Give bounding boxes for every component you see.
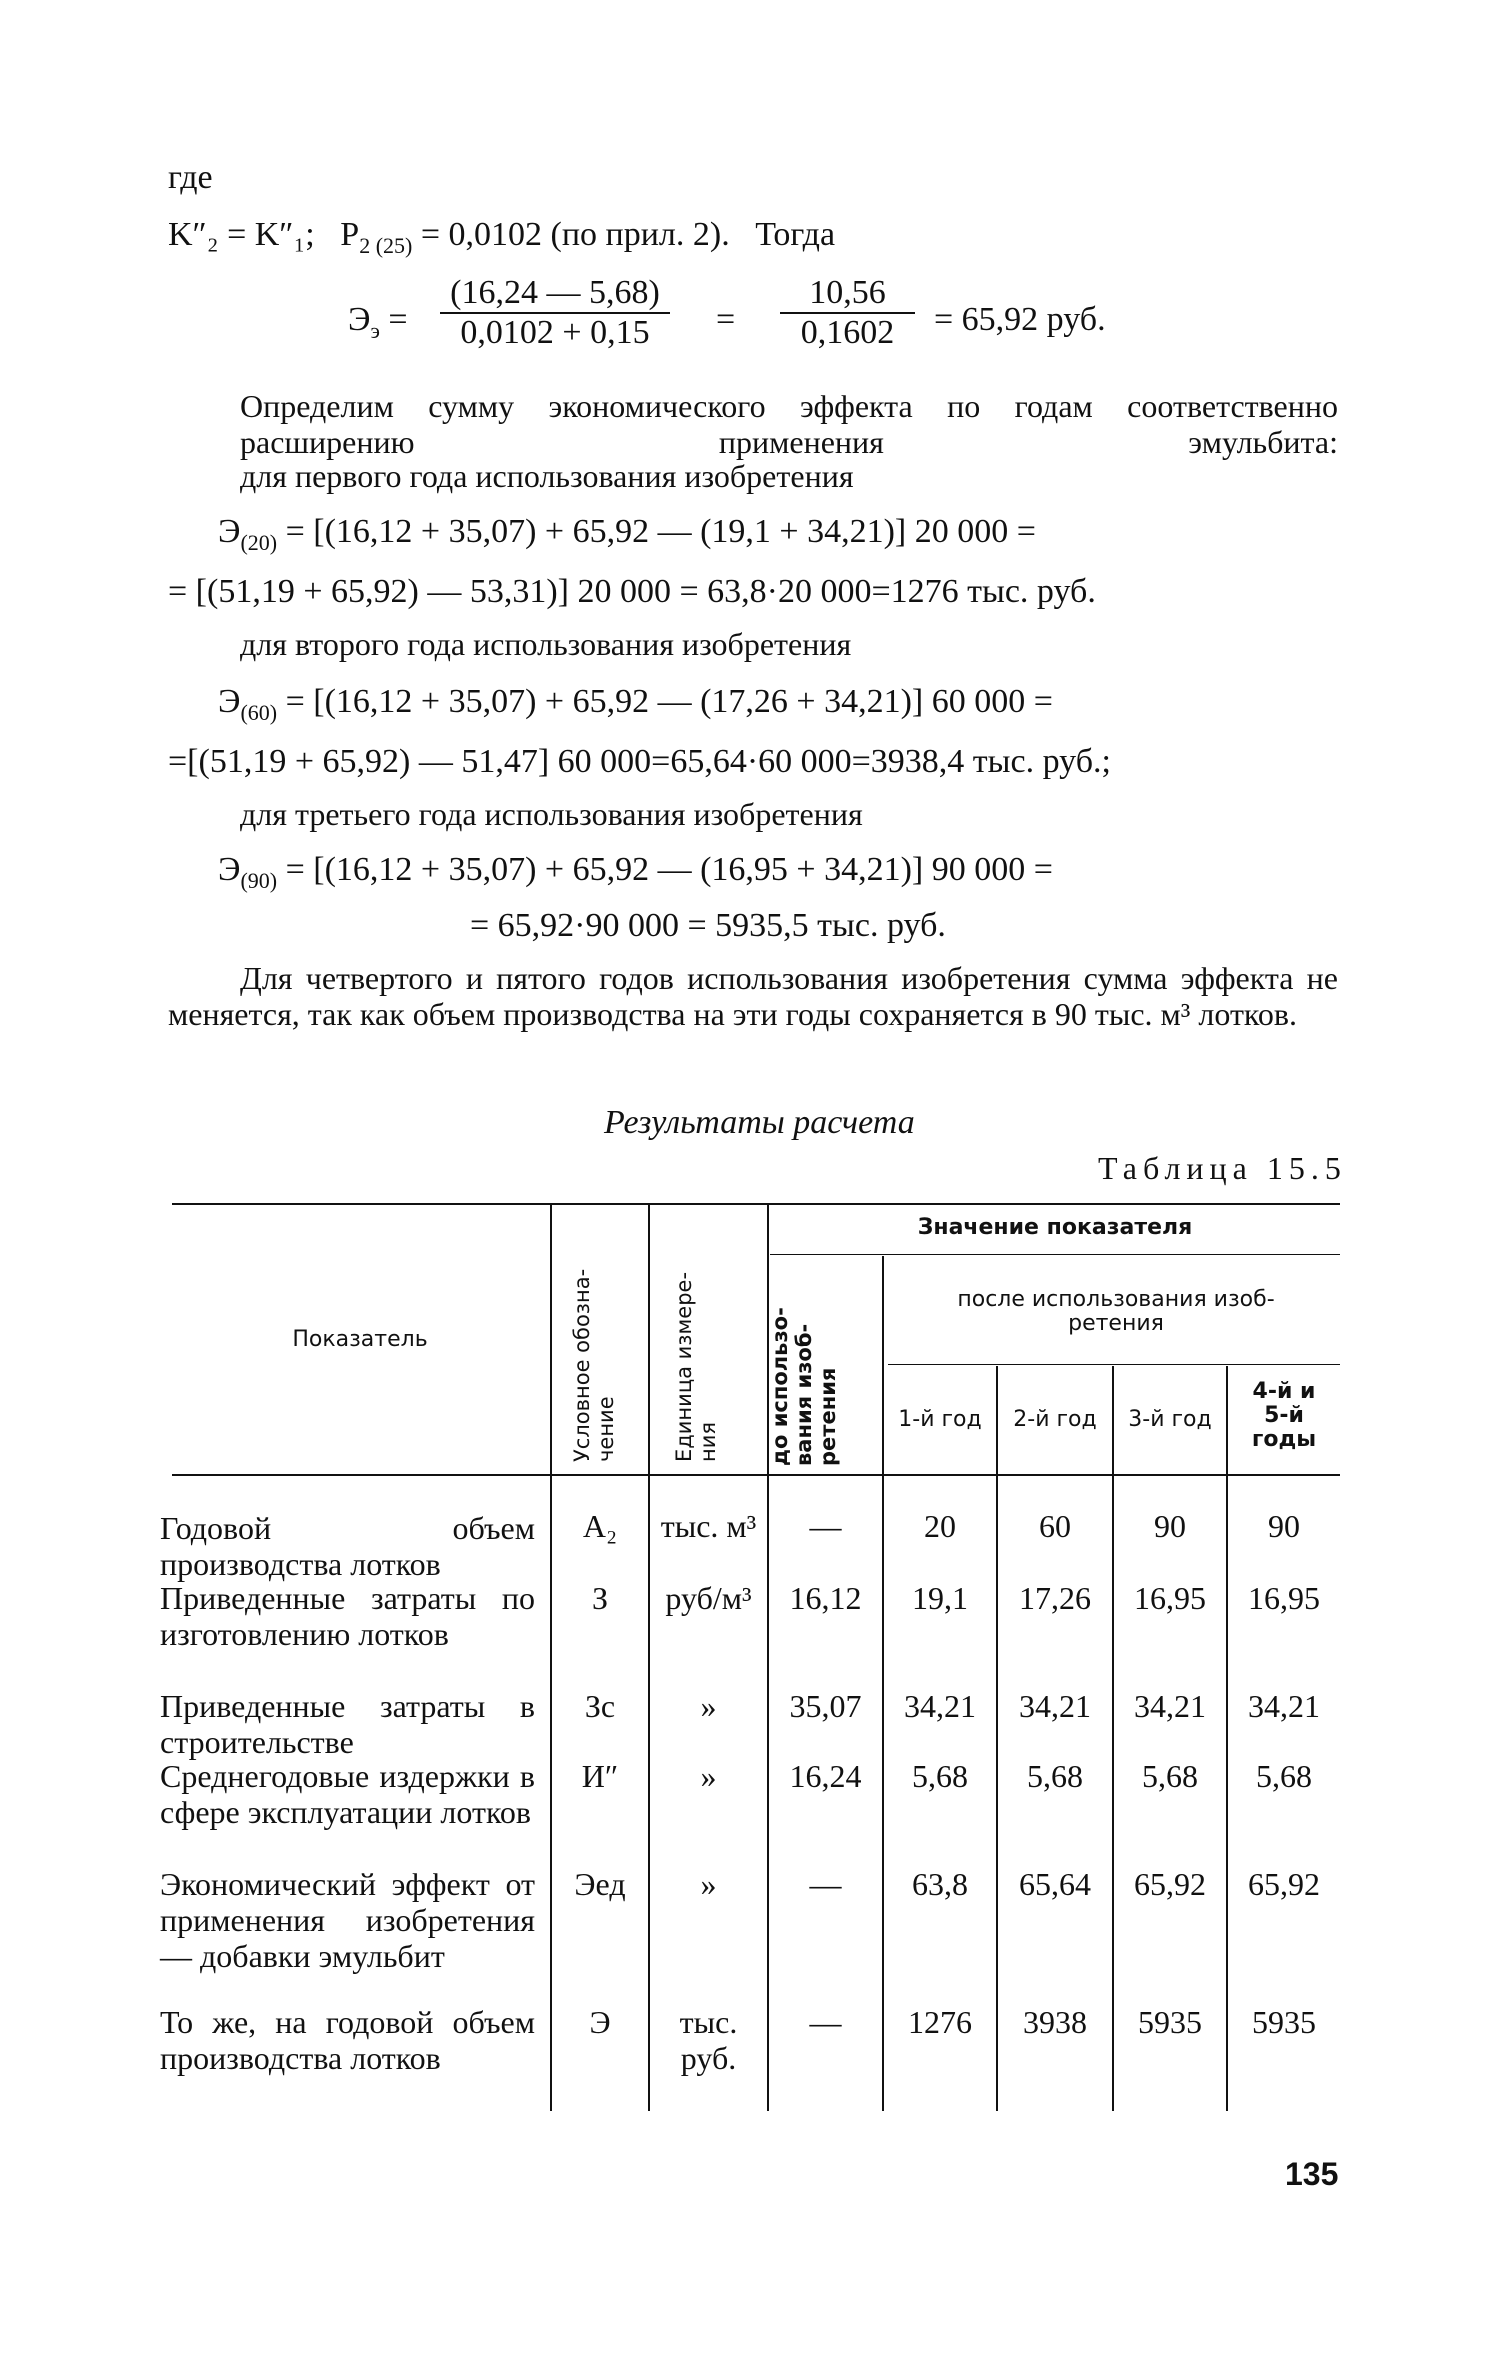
row-1-symbol: A₂ <box>582 1508 618 1544</box>
head-unit: Единица измере- ния <box>672 1271 720 1462</box>
row-3-y1: 34,21 <box>904 1688 976 1724</box>
row-2-y45: 16,95 <box>1248 1580 1320 1616</box>
col-rule-1 <box>550 1205 552 2111</box>
row-4-y3: 5,68 <box>1142 1758 1198 1794</box>
row-2-y3: 16,95 <box>1134 1580 1206 1616</box>
head-before: до использо- вания изоб- ретения <box>768 1307 840 1466</box>
col-rule-2 <box>648 1205 650 2111</box>
row-1-y45: 90 <box>1268 1508 1300 1544</box>
row-2-symbol: З <box>591 1580 609 1616</box>
e-letter: Э <box>348 301 371 338</box>
year3-sub: (90) <box>240 868 278 893</box>
row-4-before: 16,24 <box>789 1758 862 1794</box>
row-5-unit: » <box>700 1866 717 1902</box>
year3-label: для третьего года использования изобретения <box>240 796 863 832</box>
fraction-2 <box>780 274 915 352</box>
year1-label: для первого года использования изобретения <box>240 458 854 494</box>
year3-eq1-text: = [(16,12 + 35,07) + 65,92 — (16,95 + 34,21)] 90 000 = <box>285 851 1053 888</box>
page-number: 135 <box>1285 2156 1339 2192</box>
table-caption: Результаты расчета <box>604 1104 915 1141</box>
table-top-rule <box>172 1203 1340 1205</box>
row-3-symbol: Зс <box>584 1688 616 1724</box>
row-2-before: 16,12 <box>789 1580 862 1616</box>
head-symbol: Условное обозна- чение <box>570 1268 618 1462</box>
row-2-label: Приведенные затраты по изготовлению лотков <box>160 1580 535 1652</box>
row-5-y3: 65,92 <box>1134 1866 1206 1902</box>
row-6-unit: тыс. руб. <box>679 2004 738 2076</box>
table-head-rule <box>172 1474 1340 1476</box>
after-group-rule <box>888 1364 1340 1365</box>
fraction-2-numerator: 10,56 <box>809 274 886 311</box>
row-5-before: — <box>809 1866 842 1902</box>
head-year-1: 1-й год <box>898 1407 982 1432</box>
p-symbol: P <box>340 216 360 253</box>
paragraph-1: Определим сумму экономического эффекта по годам соответственно расширению применения эмульбита: <box>240 388 1338 460</box>
col-rule-7 <box>1226 1366 1228 2111</box>
p-subscript: 2 (25) <box>359 233 413 258</box>
year2-label: для второго года использования изобретения <box>240 626 852 662</box>
row-3-before: 35,07 <box>789 1688 862 1724</box>
year3-eq-line2: = 65,92·90 000 = 5935,5 тыс. руб. <box>470 907 946 944</box>
row-2-y2: 17,26 <box>1019 1580 1091 1616</box>
fraction-1 <box>440 274 670 352</box>
row-3-y45: 34,21 <box>1248 1688 1320 1724</box>
p-value: = 0,0102 (по прил. 2). <box>420 216 730 253</box>
equals-sign: = <box>716 301 736 338</box>
table-number: Таблица 15.5 <box>1098 1150 1347 1186</box>
row-3-unit: » <box>700 1688 717 1724</box>
row-4-symbol: И″ <box>581 1758 619 1794</box>
row-1-unit: тыс. м³ <box>660 1508 757 1544</box>
row-5-symbol: Эед <box>574 1866 626 1902</box>
row-4-label: Среднегодовые издержки в сфере эксплуатации лотков <box>160 1758 535 1830</box>
formula-k-equality <box>168 215 835 266</box>
col-rule-5 <box>996 1366 998 2111</box>
ee-symbol: $Э_э$ = <box>348 301 408 343</box>
row-1-before: — <box>809 1508 842 1544</box>
row-5-y2: 65,64 <box>1019 1866 1091 1902</box>
row-2-y1: 19,1 <box>912 1580 968 1616</box>
head-year-3: 3-й год <box>1128 1407 1212 1432</box>
row-5-y1: 63,8 <box>912 1866 968 1902</box>
row-1-label: Годовой объем производства лотков <box>160 1510 535 1582</box>
row-4-y45: 5,68 <box>1256 1758 1312 1794</box>
row-6-symbol: Э <box>589 2004 611 2040</box>
row-3-label: Приведенные затраты в строительстве <box>160 1688 535 1760</box>
year1-sub: (20) <box>240 530 278 555</box>
col-rule-6 <box>1112 1366 1114 2111</box>
fraction-1-denominator: 0,0102 + 0,15 <box>440 312 670 352</box>
year2-eq1-text: = [(16,12 + 35,07) + 65,92 — (17,26 + 34,21)] 60 000 = <box>285 683 1053 720</box>
row-1-y1: 20 <box>924 1508 956 1544</box>
paragraph-2: Для четвертого и пятого годов использования изобретения сумма эффекта не меняется, так как объем производства на эти годы сохраняется в 90 тыс. м³ лотков. <box>168 960 1338 1032</box>
word-gde: где <box>168 159 213 196</box>
row-6-y3: 5935 <box>1138 2004 1202 2040</box>
row-6-y1: 1276 <box>908 2004 972 2040</box>
value-group-rule <box>770 1254 1340 1255</box>
year2-sub: (60) <box>240 700 278 725</box>
row-3-y3: 34,21 <box>1134 1688 1206 1724</box>
k-equality: K″₂ = K″₁; <box>168 216 315 253</box>
row-5-y45: 65,92 <box>1248 1866 1320 1902</box>
year1-eq1-text: = [(16,12 + 35,07) + 65,92 — (19,1 + 34,21)] 20 000 = <box>285 513 1036 550</box>
row-6-before: — <box>809 2004 842 2040</box>
head-value-group: Значение показателя <box>917 1215 1193 1240</box>
year3-eq-line1: $Э_{(90)} = [(16,12 + 35,07) + 65,92$ — (16,95 + 34,21)] 90 000 = <box>218 851 1053 893</box>
word-togda: Тогда <box>755 216 836 253</box>
row-4-y1: 5,68 <box>912 1758 968 1794</box>
row-6-y45: 5935 <box>1252 2004 1316 2040</box>
row-6-label: То же, на годовой объем производства лотков <box>160 2004 535 2076</box>
head-year-45: 4-й и 5-й годы <box>1251 1379 1317 1452</box>
head-year-2: 2-й год <box>1013 1407 1097 1432</box>
row-4-unit: » <box>700 1758 717 1794</box>
head-after-group: после использования изоб- ретения <box>957 1287 1275 1336</box>
year2-eq-line1: $Э_{(60)} = [(16,12 + 35,07) + 65,92$ — (17,26 + 34,21)] 60 000 = <box>218 683 1053 725</box>
row-4-y2: 5,68 <box>1027 1758 1083 1794</box>
row-5-label: Экономический эффект от применения изобретения — добавки эмульбит <box>160 1866 535 1974</box>
year1-eq-line1: $Э_{(20)} = [(16,12 + 35,07) + 65,92$ — (19,1 + 34,21)] 20 000 = <box>218 513 1036 555</box>
year2-eq-line2: =[(51,19 + 65,92) — 51,47] 60 000=65,64·60 000=3938,4 тыс. руб.; <box>168 743 1111 780</box>
col-rule-4 <box>882 1256 884 2111</box>
year1-eq-line2: = [(51,19 + 65,92) — 53,31)] 20 000 = 63,8·20 000=1276 тыс. руб. <box>168 573 1096 610</box>
e-sub: э <box>370 318 380 343</box>
head-indicator: Показатель <box>292 1327 428 1352</box>
fraction-2-denominator: 0,1602 <box>780 312 915 352</box>
row-2-unit: руб/м³ <box>665 1580 752 1616</box>
row-3-y2: 34,21 <box>1019 1688 1091 1724</box>
ee-result: = 65,92 руб. <box>934 301 1106 338</box>
row-1-y2: 60 <box>1039 1508 1071 1544</box>
row-1-y3: 90 <box>1154 1508 1186 1544</box>
row-6-y2: 3938 <box>1023 2004 1087 2040</box>
fraction-1-numerator: (16,24 — 5,68) <box>450 274 660 311</box>
